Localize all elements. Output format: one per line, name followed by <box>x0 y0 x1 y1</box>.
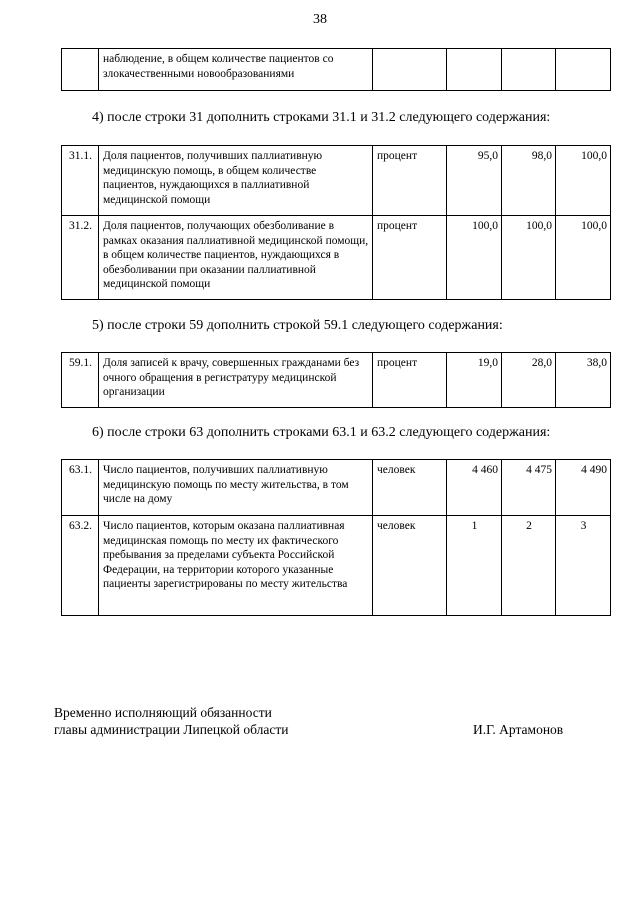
unit-cell: человек <box>373 516 447 616</box>
table-row <box>62 49 611 91</box>
section-intro: 5) после строки 59 дополнить строкой 59.1 следующего содержания: <box>92 318 503 333</box>
section-intro: 6) после строки 63 дополнить строками 63.1 и 63.2 следующего содержания: <box>92 425 551 440</box>
unit-cell: процент <box>373 216 447 300</box>
unit-cell <box>373 49 447 91</box>
value-cell: 98,0 <box>502 146 556 216</box>
value-cell: 100,0 <box>502 216 556 300</box>
value-cell: 1 <box>447 516 502 616</box>
value-cell: 4 475 <box>502 460 556 516</box>
value-cell: 100,0 <box>556 216 611 300</box>
value-cell: 28,0 <box>502 353 556 408</box>
table-row <box>62 460 611 516</box>
position-line: главы администрации Липецкой области <box>54 722 289 737</box>
position-line: Временно исполняющий обязанности <box>54 705 272 720</box>
value-cell: 100,0 <box>556 146 611 216</box>
table-row <box>62 216 611 300</box>
table-row <box>62 146 611 216</box>
row-number: 31.2. <box>62 216 99 300</box>
indicator-text: Доля пациентов, получающих обезболивание в рамках оказания паллиативной медицинской помощи, в общем количестве пациентов, нуждающихся в обезболивании при оказании паллиативной медицинской помощи <box>99 216 373 300</box>
page-number: 38 <box>313 12 327 27</box>
value-cell <box>502 49 556 91</box>
indicators-table-31 <box>61 145 611 300</box>
value-cell: 4 490 <box>556 460 611 516</box>
indicators-table-59 <box>61 352 611 408</box>
unit-cell: процент <box>373 353 447 408</box>
value-cell: 4 460 <box>447 460 502 516</box>
row-number: 63.1. <box>62 460 99 516</box>
value-cell <box>447 49 502 91</box>
value-cell: 95,0 <box>447 146 502 216</box>
value-cell: 100,0 <box>447 216 502 300</box>
table-row <box>62 516 611 616</box>
value-cell <box>556 49 611 91</box>
continuation-table <box>61 48 611 91</box>
indicator-text: Число пациентов, которым оказана паллиативная медицинская помощь по месту их фактического пребывания за пределами субъекта Российской Федерации, на территории которого указанные пациенты зарегистрированы по месту жительства <box>99 516 373 616</box>
row-number: 59.1. <box>62 353 99 408</box>
table-row <box>62 353 611 408</box>
unit-cell: человек <box>373 460 447 516</box>
signatory-position <box>54 704 289 738</box>
signatory-name: И.Г. Артамонов <box>473 722 564 737</box>
row-number: 31.1. <box>62 146 99 216</box>
row-number-cell <box>62 49 99 91</box>
value-cell: 3 <box>556 516 611 616</box>
row-number: 63.2. <box>62 516 99 616</box>
indicator-text: наблюдение, в общем количестве пациентов со злокачественными новообразованиями <box>99 49 373 91</box>
unit-cell: процент <box>373 146 447 216</box>
indicator-text: Доля пациентов, получивших паллиативную медицинскую помощь, в общем количестве пациентов, нуждающихся в паллиативной медицинской помощи <box>99 146 373 216</box>
section-intro: 4) после строки 31 дополнить строками 31.1 и 31.2 следующего содержания: <box>92 110 551 125</box>
indicators-table-63 <box>61 459 611 616</box>
value-cell: 38,0 <box>556 353 611 408</box>
value-cell: 19,0 <box>447 353 502 408</box>
value-cell: 2 <box>502 516 556 616</box>
indicator-text: Доля записей к врачу, совершенных гражданами без очного обращения в регистратуру медицинской организации <box>99 353 373 408</box>
indicator-text: Число пациентов, получивших паллиативную медицинскую помощь по месту жительства, в том числе на дому <box>99 460 373 516</box>
